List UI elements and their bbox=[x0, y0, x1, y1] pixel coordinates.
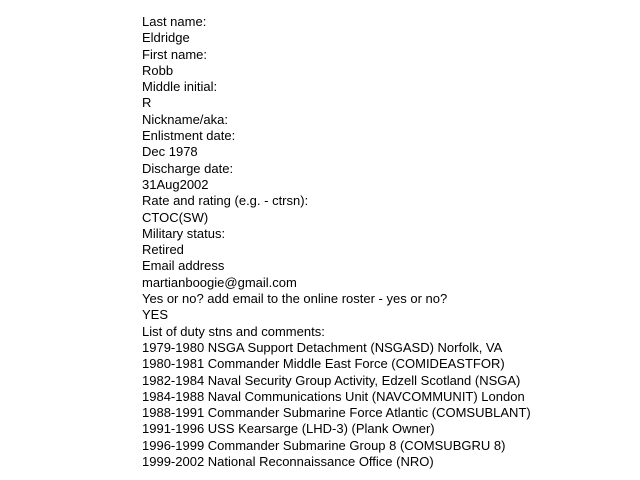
middle-initial-value: R bbox=[142, 95, 152, 111]
duty-stations-label: List of duty stns and comments: bbox=[142, 323, 325, 339]
member-record bbox=[142, 14, 622, 470]
roster-question-label: Yes or no? add email to the online roster - yes or no? bbox=[142, 291, 448, 307]
duty-station-item: 1999-2002 National Reconnaissance Office (NRO) bbox=[142, 454, 434, 470]
first-name-value: Robb bbox=[142, 62, 174, 78]
duty-station-item: 1980-1981 Commander Middle East Force (COMIDEASTFOR) bbox=[142, 356, 505, 372]
nickname-label: Nickname/aka: bbox=[142, 111, 228, 127]
duty-station-item: 1996-1999 Commander Submarine Group 8 (COMSUBGRU 8) bbox=[142, 437, 506, 453]
enlistment-date-label: Enlistment date: bbox=[142, 128, 236, 144]
middle-initial-label: Middle initial: bbox=[142, 79, 218, 95]
last-name-value: Eldridge bbox=[142, 30, 190, 46]
duty-station-item: 1988-1991 Commander Submarine Force Atlantic (COMSUBLANT) bbox=[142, 405, 531, 421]
military-status-label: Military status: bbox=[142, 225, 226, 241]
discharge-date-label: Discharge date: bbox=[142, 160, 234, 176]
first-name-label: First name: bbox=[142, 46, 208, 62]
military-status-value: Retired bbox=[142, 242, 184, 258]
discharge-date-value: 31Aug2002 bbox=[142, 176, 209, 192]
rate-rating-value: CTOC(SW) bbox=[142, 209, 209, 225]
duty-station-item: 1979-1980 NSGA Support Detachment (NSGASD) Norfolk, VA bbox=[142, 339, 503, 355]
duty-station-item: 1982-1984 Naval Security Group Activity, Edzell Scotland (NSGA) bbox=[142, 372, 521, 388]
rate-rating-label: Rate and rating (e.g. - ctrsn): bbox=[142, 193, 309, 209]
duty-station-item: 1991-1996 USS Kearsarge (LHD-3) (Plank Owner) bbox=[142, 421, 435, 437]
email-value: martianboogie@gmail.com bbox=[142, 274, 297, 290]
enlistment-date-value: Dec 1978 bbox=[142, 144, 198, 160]
email-label: Email address bbox=[142, 258, 225, 274]
duty-station-item: 1984-1988 Naval Communications Unit (NAVCOMMUNIT) London bbox=[142, 388, 525, 404]
last-name-label: Last name: bbox=[142, 14, 207, 29]
roster-question-value: YES bbox=[142, 307, 169, 323]
